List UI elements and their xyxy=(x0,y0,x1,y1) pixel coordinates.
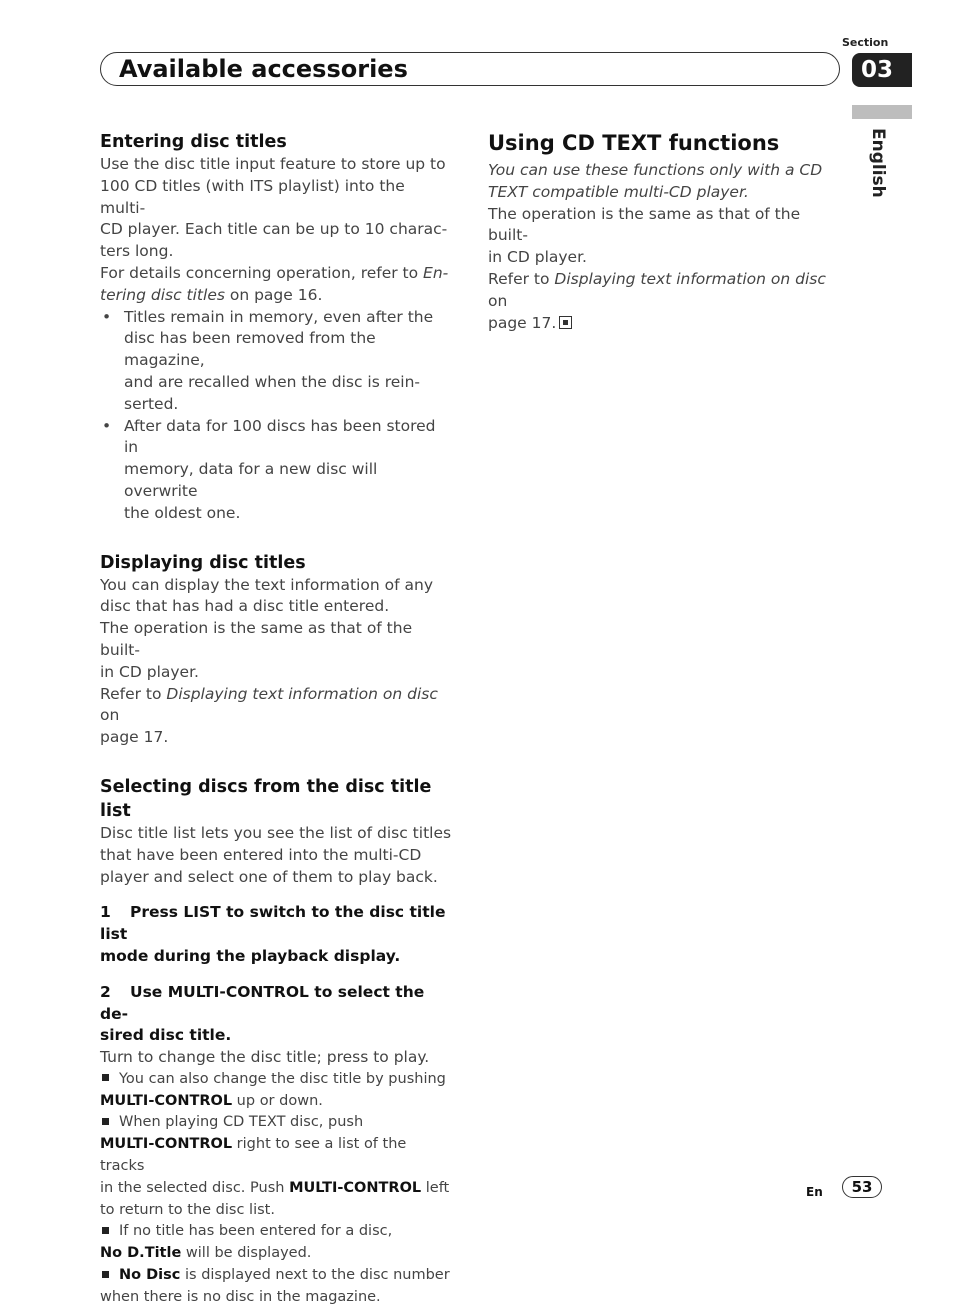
note-1 xyxy=(100,1069,452,1091)
square-bullet-icon xyxy=(102,1227,109,1234)
body-line: that have been entered into the multi-CD xyxy=(100,845,422,864)
note-bold: MULTI-CONTROL xyxy=(100,1136,233,1153)
body-line: You can display the text information of any xyxy=(100,575,434,594)
body-line: CD player. Each title can be up to 10 charac- xyxy=(100,220,448,239)
ref-link[interactable]: tering disc titles xyxy=(100,285,225,304)
reference-line xyxy=(100,684,452,728)
step-2-description: Turn to change the disc title; press to play. xyxy=(100,1048,430,1067)
bullet-item xyxy=(100,416,452,525)
bullet-line: • Titles remain in memory, even after the xyxy=(124,307,434,326)
step-1-cont: mode during the playback display. xyxy=(100,946,401,965)
body-line: 100 CD titles (with ITS playlist) into the multi- xyxy=(100,176,405,217)
square-bullet-icon xyxy=(102,1118,109,1125)
note-2-cont: to return to the disc list. xyxy=(100,1201,275,1218)
step-2-cont: sired disc title. xyxy=(100,1026,232,1045)
body-line: player and select one of them to play back. xyxy=(100,867,438,886)
heading-displaying-disc-titles: Displaying disc titles xyxy=(100,552,306,573)
note-4-cont: when there is no disc in the magazine. xyxy=(100,1288,381,1305)
note-text: You can also change the disc title by pushing xyxy=(119,1070,446,1087)
note-2-cont xyxy=(100,1178,452,1200)
note-bold: No D.Title xyxy=(100,1245,182,1262)
page-title-bar xyxy=(100,52,840,86)
body-line: in CD player. xyxy=(488,248,587,267)
note-bold: MULTI-CONTROL xyxy=(100,1092,233,1109)
note-3-cont xyxy=(100,1243,452,1265)
bullet-line: serted. xyxy=(124,394,179,413)
note-bold: MULTI-CONTROL xyxy=(289,1179,422,1196)
body-line: Disc title list lets you see the list of disc titles xyxy=(100,823,452,842)
note-text: will be displayed. xyxy=(181,1245,312,1262)
body-line: ters long. xyxy=(100,242,174,261)
page-number: 53 xyxy=(842,1176,882,1198)
footer-language: En xyxy=(806,1185,823,1199)
ref-text: on xyxy=(488,291,508,310)
ref-text: on xyxy=(100,706,120,725)
body-line: in CD player. xyxy=(100,662,199,681)
italic-line xyxy=(488,160,833,182)
step-text: Press LIST to switch to the disc title list xyxy=(100,903,446,944)
note-2-cont xyxy=(100,1134,452,1178)
ref-text: For details concerning operation, refer to xyxy=(100,263,424,282)
reference-line xyxy=(100,263,452,285)
ref-text: Refer to xyxy=(100,684,167,703)
square-bullet-icon xyxy=(102,1271,109,1278)
section-number: 03 xyxy=(852,53,912,87)
heading-entering-disc-titles: Entering disc titles xyxy=(100,132,287,152)
bullet-line: and are recalled when the disc is rein- xyxy=(124,372,421,391)
heading-selecting-discs: Selecting discs from the disc title list xyxy=(100,776,432,821)
note-text: left xyxy=(421,1179,450,1196)
bullet-line: memory, data for a new disc will overwrite xyxy=(124,460,378,500)
body-line: The operation is the same as that of the built- xyxy=(488,204,801,245)
step-1 xyxy=(100,902,452,946)
side-tab-bar xyxy=(852,105,912,119)
language-side-tab: English xyxy=(868,128,888,198)
note-text: When playing CD TEXT disc, push xyxy=(119,1114,364,1131)
body-line: page 17. xyxy=(100,728,169,747)
heading-using-cd-text: Using CD TEXT functions xyxy=(488,131,780,155)
bullet-line: disc has been removed from the magazine, xyxy=(124,329,376,370)
section-label: Section xyxy=(842,36,889,49)
italic-text: You can use these functions only with a CD xyxy=(488,161,823,179)
square-bullet-icon xyxy=(102,1074,109,1081)
spacer xyxy=(100,749,452,775)
note-3 xyxy=(100,1221,452,1243)
note-text: If no title has been entered for a disc, xyxy=(119,1223,393,1240)
reference-line xyxy=(488,269,833,313)
bullet-line: the oldest one. xyxy=(124,503,241,522)
right-column xyxy=(488,130,833,334)
spacer xyxy=(100,525,452,551)
body-line: The operation is the same as that of the built- xyxy=(100,619,413,659)
note-2 xyxy=(100,1112,452,1134)
bullet-line: • After data for 100 discs has been stored in xyxy=(124,416,436,457)
ref-link[interactable]: En- xyxy=(423,263,449,282)
left-column xyxy=(100,130,452,1309)
page-title: Available accessories xyxy=(119,55,408,83)
note-text: in the selected disc. Push xyxy=(100,1179,290,1196)
spacer xyxy=(100,968,452,982)
ref-link[interactable]: Displaying text information on disc xyxy=(166,684,438,703)
note-bold: No Disc xyxy=(119,1267,181,1284)
note-text: is displayed next to the disc number xyxy=(180,1267,450,1284)
step-number: 1 xyxy=(100,903,111,922)
note-text: up or down. xyxy=(232,1092,323,1109)
ref-link[interactable]: Displaying text information on disc xyxy=(554,269,826,288)
body-line: Use the disc title input feature to store up to xyxy=(100,155,446,173)
italic-line xyxy=(488,182,833,204)
step-2 xyxy=(100,982,452,1026)
ref-text: on page 16. xyxy=(224,285,323,304)
step-text: Use MULTI-CONTROL to select the de- xyxy=(100,982,425,1023)
note-text: right to see a list of the tracks xyxy=(100,1136,407,1175)
spacer xyxy=(100,888,452,902)
reference-line xyxy=(100,285,452,307)
bullet-item xyxy=(100,307,452,416)
end-of-section-icon xyxy=(559,316,572,329)
step-number: 2 xyxy=(100,982,111,1001)
ref-text: Refer to xyxy=(488,269,555,288)
body-line: disc that has had a disc title entered. xyxy=(100,597,390,616)
italic-text: TEXT compatible multi-CD player. xyxy=(488,182,749,201)
note-4 xyxy=(100,1265,452,1287)
note-1-cont xyxy=(100,1091,452,1113)
reference-line xyxy=(488,313,833,335)
ref-text: page 17. xyxy=(488,313,557,332)
